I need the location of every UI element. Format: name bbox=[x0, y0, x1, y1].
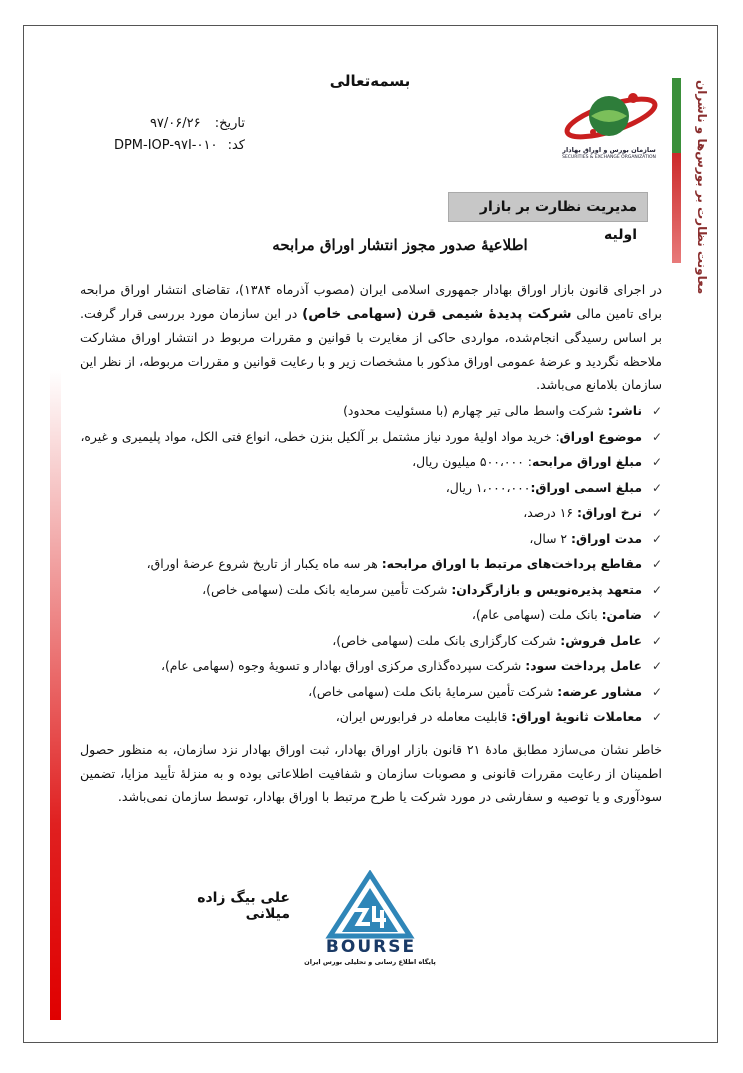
checkmark-icon: ✓ bbox=[651, 684, 662, 699]
checkmark-icon: ✓ bbox=[651, 404, 662, 418]
date-line bbox=[140, 116, 245, 131]
closing-paragraph: خاطر نشان می‌سازد مطابق مادهٔ ۲۱ قانون بازار اوراق بهادار، ثبت اوراق بهادار نزد سازمان، به منظور حصول اطمینان از رعایت مقررات قانونی و مصوبات سازمان و شفافیت اطلاعاتی بوده و به منزلهٔ تأیید مزایا، تضمین سودآوری و یا توصیه و سفارشی در مورد شرکت یا طرح مرتبط با اوراق بهادار، توسط سازمان نمی‌باشد. bbox=[80, 742, 663, 804]
intro-paragraph: در اجرای قانون بازار اوراق بهادار جمهوری اسلامی ایران (مصوب آذرماه ۱۳۸۴)، تقاضای انتشار اوراق مرابحه برای تامین مالی شرکت پدیدهٔ شیمی قرن (سهامی خاص) در این سازمان مورد بررسی قرار گرفت. بر اساس رسیدگی انجام‌شده، مواردی حاکی از مغایرت با قوانین و مقررات مربوط در انتشار اوراق مشارکت ملاحظه نگردید و عرضهٔ عمومی اوراق مذکور با مشخصات زیر و با رعایت قوانین و مقررات مربوطه، از نظر این سازمان بلامانع می‌باشد. bbox=[80, 282, 663, 392]
code-label: کد: bbox=[227, 138, 245, 153]
list-item: ✓مبلغ اسمی اوراق:۱،۰۰۰،۰۰۰ ریال، bbox=[150, 475, 662, 501]
code-line bbox=[100, 138, 245, 153]
checkmark-icon: ✓ bbox=[651, 633, 662, 648]
checkmark-icon: ✓ bbox=[651, 710, 662, 724]
date-label: تاریخ: bbox=[214, 116, 245, 131]
checkmark-icon: ✓ bbox=[651, 480, 662, 495]
seo-logo-caption: سازمان بورس و اوراق بهادار SECURITIES & EXCHANGE ORGANIZATION bbox=[562, 146, 656, 160]
bourse-logo-icon bbox=[310, 870, 430, 940]
checkmark-icon: ✓ bbox=[651, 429, 662, 444]
side-title: معاونت نظارت بر بورس‌ها و ناشران bbox=[695, 80, 709, 295]
checkmark-icon: ✓ bbox=[651, 506, 662, 520]
list-item: ✓عامل پرداخت سود: شرکت سپرده‌گذاری مرکزی اوراق بهادار و تسویهٔ وجوه (سهامی عام)، bbox=[150, 653, 662, 679]
list-item: ✓نرخ اوراق: ۱۶ درصد، bbox=[150, 500, 662, 526]
list-item: ✓مقاطع پرداخت‌های مرتبط با اوراق مرابحه: هر سه ماه یکبار از تاریخ شروع عرضهٔ اوراق، bbox=[150, 551, 662, 577]
checkmark-icon: ✓ bbox=[651, 531, 662, 546]
list-item: ✓مشاور عرضه: شرکت تأمین سرمایهٔ بانک ملت (سهامی خاص)، bbox=[150, 679, 662, 705]
checkmark-icon: ✓ bbox=[651, 582, 662, 597]
left-decorative-bar bbox=[50, 370, 61, 1020]
bismillah: بسمه‌تعالی bbox=[329, 72, 411, 90]
list-item: ✓موضوع اوراق: خرید مواد اولیهٔ مورد نیاز مشتمل بر آلکیل بنزن خطی، انواع فتی الکل، مواد پلیمیری و غیره، bbox=[150, 424, 662, 450]
side-bar-red bbox=[672, 153, 681, 263]
list-item: ✓متعهد پذیره‌نویس و بازارگردان: شرکت تأمین سرمایه بانک ملت (سهامی خاص)، bbox=[150, 577, 662, 603]
company-name: شرکت پدیدهٔ شیمی قرن (سهامی خاص) bbox=[302, 305, 572, 322]
list-item: ✓ضامن: بانک ملت (سهامی عام)، bbox=[150, 602, 662, 628]
notice-title: اطلاعیهٔ صدور مجوز انتشار اوراق مرابحه bbox=[272, 236, 528, 254]
checkmark-icon: ✓ bbox=[651, 659, 662, 673]
list-item: ✓عامل فروش: شرکت کارگزاری بانک ملت (سهامی خاص)، bbox=[150, 628, 662, 654]
list-item: ✓ناشر: شرکت واسط مالی تیر چهارم (با مسئولیت محدود) bbox=[150, 398, 662, 424]
list-item: ✓معاملات ثانویهٔ اوراق: قابلیت معامله در فرابورس ایران، bbox=[150, 704, 662, 730]
signature-name: علی بیگ زاده میلانی bbox=[197, 890, 290, 922]
date-value: ۹۷/۰۶/۲۶ bbox=[149, 116, 201, 131]
side-bar-green bbox=[672, 78, 681, 153]
spec-list bbox=[80, 398, 662, 730]
code-value: DPM-IOP-۹۷I-۰۱۰ bbox=[113, 138, 218, 153]
list-item: ✓مدت اوراق: ۲ سال، bbox=[150, 526, 662, 552]
bourse-wordmark: BOURSE bbox=[325, 937, 417, 957]
bourse-subtitle: پایگاه اطلاع رسانی و تحلیلی بورس ایران bbox=[304, 958, 436, 966]
checkmark-icon: ✓ bbox=[651, 455, 662, 469]
list-item: ✓مبلغ اوراق مرابحه: ۵۰۰،۰۰۰ میلیون ریال، bbox=[150, 449, 662, 475]
checkmark-icon: ✓ bbox=[651, 557, 662, 571]
checkmark-icon: ✓ bbox=[651, 608, 662, 622]
department-box: مدیریت نظارت بر بازار اولیه bbox=[448, 192, 648, 222]
